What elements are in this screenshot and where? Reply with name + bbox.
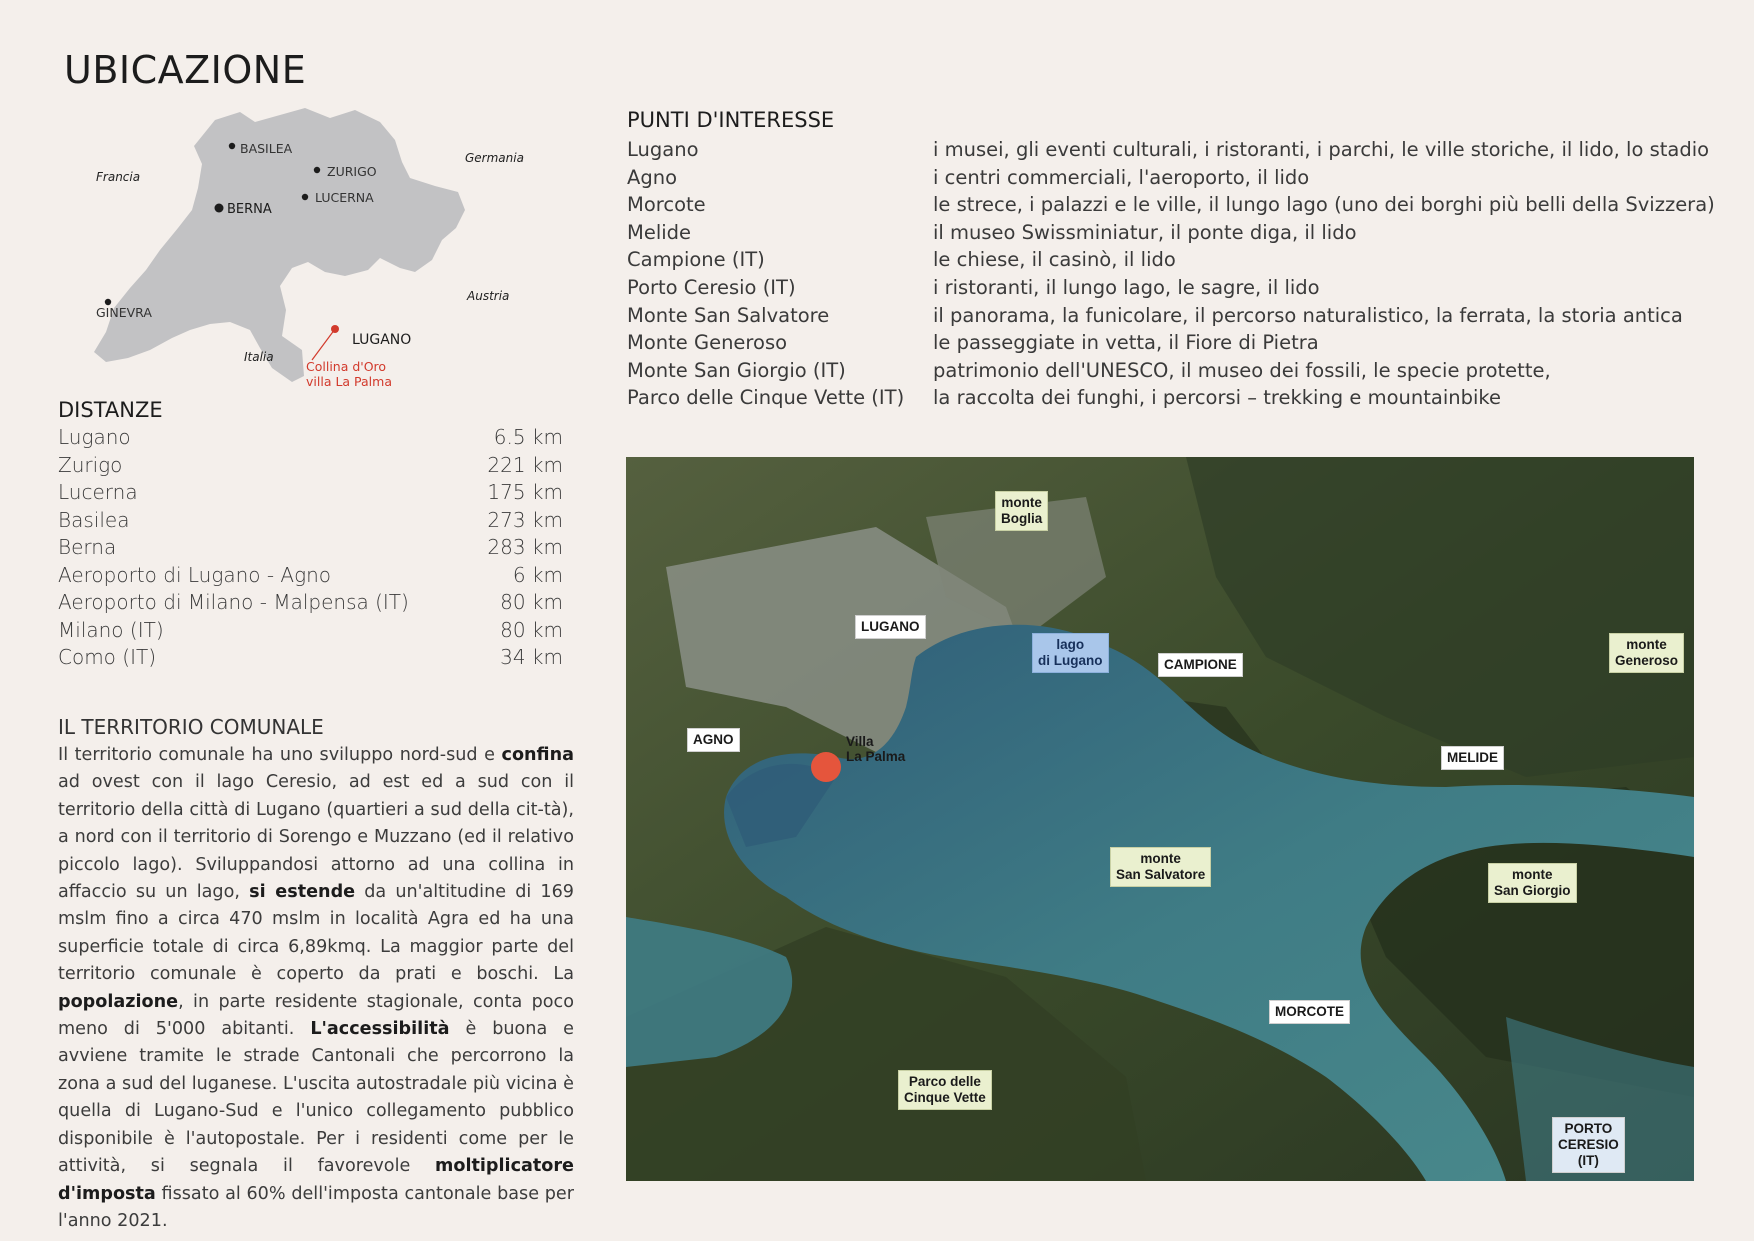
territory-heading: IL TERRITORIO COMUNALE	[58, 715, 324, 739]
country-austria-label: Austria	[467, 289, 510, 303]
distance-row	[58, 534, 563, 562]
distance-value: 80 km	[500, 617, 563, 642]
poi-row	[627, 191, 1715, 219]
poi-heading: PUNTI D'INTERESSE	[627, 108, 835, 132]
label-monte-san-giorgio: monte San Giorgio	[1489, 864, 1576, 902]
distance-row	[58, 617, 563, 645]
distance-row	[58, 424, 563, 452]
territory-keyword: confina	[501, 745, 574, 765]
territory-text: Il territorio comunale ha uno sviluppo nord-sud e	[58, 745, 502, 765]
distances-table	[58, 424, 563, 672]
distance-row	[58, 479, 563, 507]
distance-place: Zurigo	[58, 452, 123, 477]
label-monte-boglia: monte Boglia	[996, 492, 1047, 530]
poi-row	[627, 246, 1687, 274]
distance-place: Basilea	[58, 507, 130, 532]
poi-name: Morcote	[627, 193, 706, 217]
distance-value: 283 km	[487, 535, 563, 559]
distance-row	[58, 452, 563, 480]
country-italia-label: Italia	[244, 350, 274, 364]
poi-description: i ristoranti, il lungo lago, le sagre, il lido	[933, 275, 1320, 299]
territory-text: da un'altitudine di 169 mslm fino a circa 470 mslm in località Agra ed ha una superficie totale di circa 6,89kmq. La maggior parte del territorio comunale è coperto da prati e boschi. La	[58, 882, 574, 985]
territory-text: fissato al 60% dell'imposta cantonale base per l'anno 2021.	[58, 1183, 574, 1231]
distance-value: 221 km	[487, 452, 563, 477]
label-villa-la-palma: Villa La Palma	[846, 734, 906, 764]
poi-name: Campione (IT)	[627, 248, 765, 272]
poi-table	[627, 136, 1715, 412]
label-melide: MELIDE	[1442, 747, 1503, 769]
poi-description: le passeggiate in vetta, il Fiore di Pietra	[933, 331, 1319, 355]
poi-name: Monte San Giorgio (IT)	[627, 358, 846, 382]
territory-text: è buona e avviene tramite le strade Cantonali che percorrono la zona a sud del luganese. L'uscita autostradale più vicina è quella di Lugano-Sud e l'unico collegamento pubblico disponibile è l'autopostale. Per i residenti come per le attività, si segnala il favorevole	[58, 1019, 574, 1177]
territory-paragraph	[58, 742, 574, 1235]
label-monte-generoso: monte Generoso	[1610, 634, 1683, 672]
poi-row	[627, 302, 1687, 330]
distance-place: Como (IT)	[58, 645, 156, 669]
territory-keyword: moltiplicatore d'imposta	[58, 1156, 574, 1204]
city-lugano-label: LUGANO	[352, 332, 412, 348]
city-zurigo-label: ZURIGO	[327, 164, 377, 179]
poi-description: le strece, i palazzi e le ville, il lungo lago (uno dei borghi più belli della Svizzera)	[933, 193, 1715, 217]
territory-keyword: L'accessibilità	[310, 1019, 450, 1040]
country-germania-label: Germania	[465, 151, 524, 165]
villa-la-palma-marker	[811, 752, 841, 782]
poi-name: Porto Ceresio (IT)	[627, 275, 796, 299]
city-basilea-label: BASILEA	[240, 141, 293, 156]
poi-description: le chiese, il casinò, il lido	[933, 248, 1176, 272]
distance-row	[58, 589, 563, 617]
collina-doro-label: Collina d'Oro	[306, 359, 387, 374]
poi-description: il panorama, la funicolare, il percorso naturalistico, la ferrata, la storia antica	[933, 303, 1683, 327]
poi-row	[627, 164, 1687, 192]
distance-value: 80 km	[500, 590, 563, 614]
city-ginevra-label: GINEVRA	[96, 305, 152, 320]
poi-description: patrimonio dell'UNESCO, il museo dei fossili, le specie protette,	[933, 358, 1551, 382]
distances-heading: DISTANZE	[58, 398, 163, 422]
label-parco-cinque-vette: Parco delle Cinque Vette	[899, 1071, 991, 1109]
villa-la-palma-label: villa La Palma	[306, 374, 392, 389]
distance-row	[58, 562, 563, 590]
distance-place: Berna	[58, 535, 117, 559]
distance-place: Aeroporto di Milano - Malpensa (IT)	[58, 590, 409, 614]
page-title: UBICAZIONE	[64, 48, 307, 92]
territory-text: , in parte residente stagionale, conta poco meno di 5'000 abitanti.	[58, 991, 574, 1040]
poi-name: Melide	[627, 220, 692, 244]
territory-keyword: si estende	[249, 882, 356, 903]
label-monte-san-salvatore: monte San Salvatore	[1111, 848, 1210, 886]
poi-name: Monte Generoso	[627, 331, 788, 355]
aerial-map	[626, 457, 1694, 1181]
city-berna-label: BERNA	[227, 202, 272, 217]
distance-value: 273 km	[487, 507, 563, 532]
label-lugano: LUGANO	[856, 616, 925, 638]
poi-description: il museo Swissminiatur, il ponte diga, il lido	[933, 220, 1357, 244]
territory-text: ad ovest con il lago Ceresio, ad est ed a sud con il territorio della città di Lugano (quartieri a sud della cit-tà), a nord con il territorio di Sorengo e Muzzano (ed il relativo piccolo lago). Sviluppandosi attorno ad una collina in affaccio su un lago,	[58, 772, 574, 903]
poi-description: i musei, gli eventi culturali, i ristoranti, i parchi, le ville storiche, il lido, lo stadio	[933, 138, 1710, 161]
poi-name: Parco delle Cinque Vette (IT)	[627, 386, 905, 410]
distance-value: 34 km	[500, 645, 563, 669]
distance-row	[58, 644, 563, 672]
distance-place: Lugano	[58, 425, 131, 449]
poi-description: i centri commerciali, l'aeroporto, il lido	[933, 165, 1310, 189]
distance-place: Milano (IT)	[58, 617, 164, 642]
distance-row	[58, 507, 563, 535]
territory-keyword: popolazione	[58, 991, 179, 1012]
country-francia-label: Francia	[96, 170, 141, 184]
poi-row	[627, 357, 1687, 385]
poi-row	[627, 329, 1687, 357]
label-campione: CAMPIONE	[1159, 654, 1242, 676]
label-agno: AGNO	[688, 729, 739, 751]
poi-name: Monte San Salvatore	[627, 303, 830, 327]
poi-row	[627, 274, 1687, 302]
poi-description: la raccolta dei funghi, i percorsi – trekking e mountainbike	[933, 386, 1501, 410]
label-porto-ceresio: PORTO CERESIO (IT)	[1553, 1118, 1624, 1172]
switzerland-map	[80, 100, 550, 400]
poi-name: Lugano	[627, 138, 699, 161]
poi-name: Agno	[627, 165, 678, 189]
poi-row	[627, 384, 1687, 412]
city-lucerna-label: LUCERNA	[315, 190, 374, 205]
distance-value: 6 km	[512, 562, 563, 587]
poi-row	[627, 136, 1710, 164]
distance-place: Lucerna	[58, 480, 138, 504]
distance-place: Aeroporto di Lugano - Agno	[58, 562, 332, 587]
label-lago-di-lugano: lago di Lugano	[1033, 634, 1108, 672]
distance-value: 6.5 km	[493, 425, 563, 449]
distance-value: 175 km	[487, 480, 563, 504]
poi-row	[627, 219, 1687, 247]
label-morcote: MORCOTE	[1270, 1001, 1349, 1023]
aerial-map-terrain	[626, 457, 1694, 1181]
